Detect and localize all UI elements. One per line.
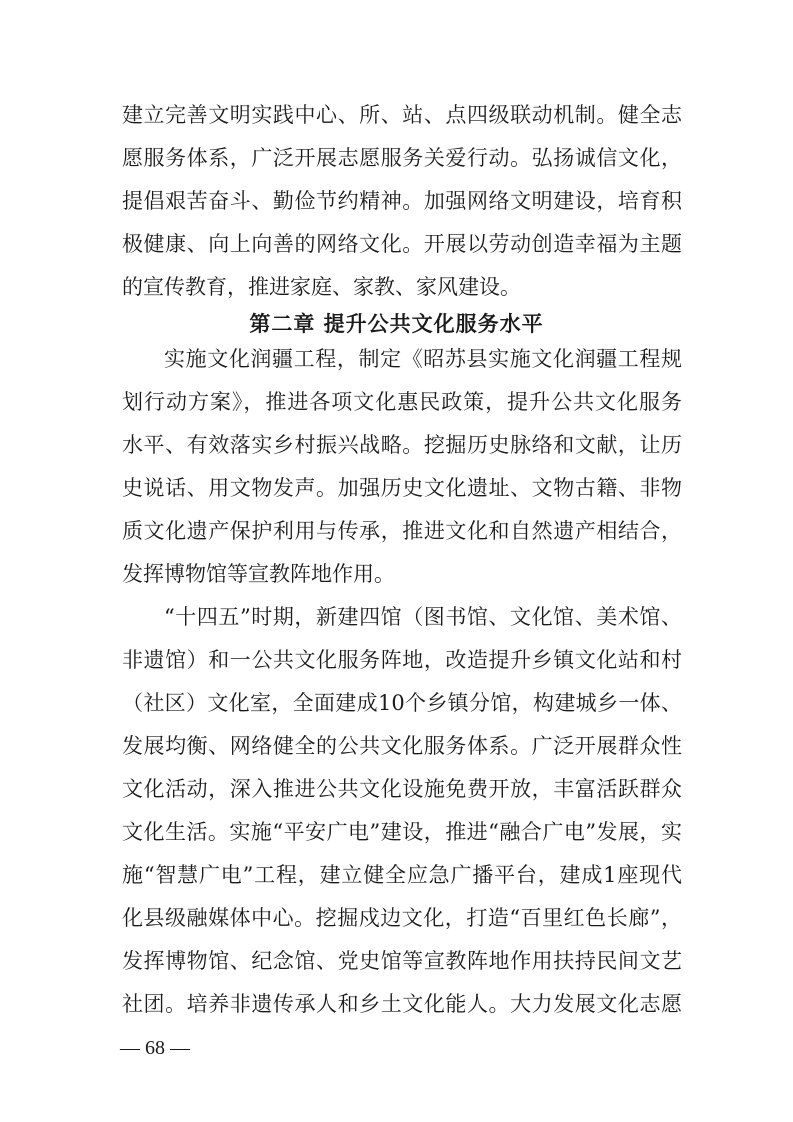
- paragraph-line: 建立完善文明实践中心、所、站、点四级联动机制。健全志: [122, 103, 682, 127]
- paragraph-line: 质文化遗产保护利用与传承，推进文化和自然遗产相结合，: [122, 519, 682, 543]
- paragraph-line: 发挥博物馆等宣教阵地作用。: [122, 562, 395, 586]
- paragraph-line: 非遗馆）和一公共文化服务阵地，改造提升乡镇文化站和村: [122, 648, 682, 672]
- paragraph-line: 愿服务体系，广泛开展志愿服务关爱行动。弘扬诚信文化，: [122, 146, 682, 170]
- paragraph-line: 社团。培养非遗传承人和乡土文化能人。大力发展文化志愿: [122, 992, 682, 1016]
- page-number: — 68 —: [120, 1037, 190, 1059]
- paragraph-line: 提倡艰苦奋斗、勤俭节约精神。加强网络文明建设，培育积: [122, 189, 682, 213]
- paragraph-line: 划行动方案》，推进各项文化惠民政策，提升公共文化服务: [122, 390, 682, 414]
- paragraph-line: 发挥博物馆、纪念馆、党史馆等宣教阵地作用扶持民间文艺: [122, 949, 682, 973]
- paragraph-line: “十四五”时期，新建四馆（图书馆、文化馆、美术馆、: [164, 605, 682, 629]
- paragraph-line: 极健康、向上向善的网络文化。开展以劳动创造幸福为主题: [122, 232, 682, 256]
- paragraph-line: 发展均衡、网络健全的公共文化服务体系。广泛开展群众性: [122, 734, 682, 758]
- paragraph-line: （社区）文化室，全面建成10个乡镇分馆，构建城乡一体、: [122, 691, 682, 715]
- paragraph-line: 实施文化润疆工程，制定《昭苏县实施文化润疆工程规: [164, 347, 682, 371]
- paragraph-line: 化县级融媒体中心。挖掘戍边文化，打造“百里红色长廊”，: [122, 906, 682, 930]
- paragraph-line: 的宣传教育，推进家庭、家教、家风建设。: [122, 275, 521, 299]
- paragraph-line: 施“智慧广电”工程，建立健全应急广播平台，建成1座现代: [122, 863, 682, 887]
- paragraph-line: 史说话、用文物发声。加强历史文化遗址、文物古籍、非物: [122, 476, 682, 500]
- paragraph-line: 文化生活。实施“平安广电”建设，推进“融合广电”发展，实: [122, 820, 682, 844]
- paragraph-line: 水平、有效落实乡村振兴战略。挖掘历史脉络和文献，让历: [122, 433, 682, 457]
- chapter-heading: 第二章 提升公共文化服务水平: [249, 312, 544, 336]
- paragraph-line: 文化活动，深入推进公共文化设施免费开放，丰富活跃群众: [122, 777, 682, 801]
